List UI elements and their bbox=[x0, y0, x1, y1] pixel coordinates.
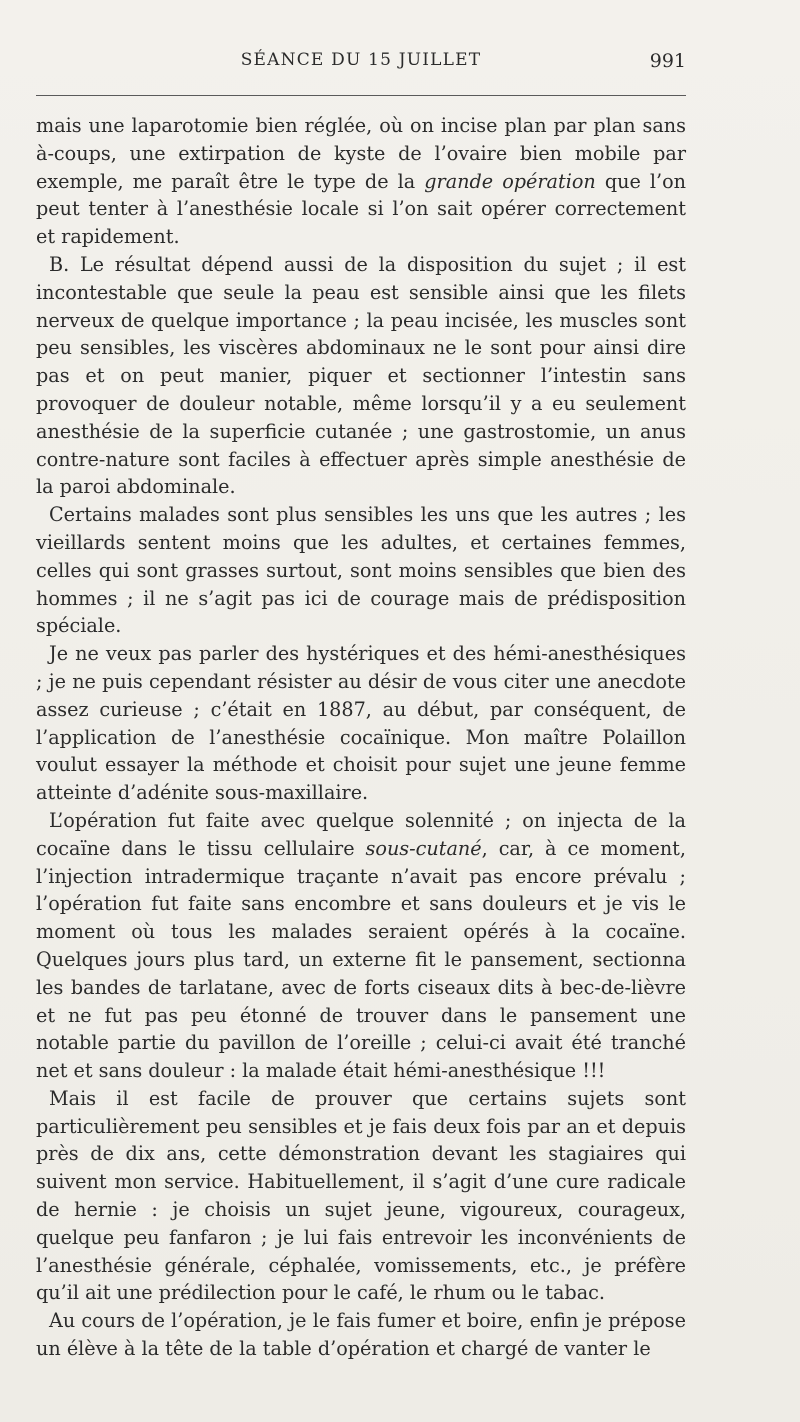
emphasis-grande-operation: grande opération bbox=[424, 169, 596, 193]
paragraph-3: Certains malades sont plus sensibles les uns que les autres ; les vieillards sentent moins que les adultes, et certaines femmes, celles qui sont grasses surtout, sont moins sensibles que bien des hommes ; il ne s’agit pas ici de courage mais de prédisposition spéciale. bbox=[36, 503, 686, 638]
header-rule bbox=[36, 95, 686, 96]
emphasis-sous-cutane: sous-cutané bbox=[365, 836, 482, 860]
page-number: 991 bbox=[649, 50, 686, 72]
paragraph-2: B. Le résultat dépend aussi de la disposition du sujet ; il est incontestable que seule la peau est sensible ainsi que les filets nerveux de quelque importance ; la peau incisée, les muscles sont peu sensibles, les viscères abdominaux ne le sont pour ainsi dire pas et on peut manier, piquer et sectionner l’intestin sans provoquer de douleur notable, même lorsqu’il y a eu seulement anesthésie de la superficie cutanée ; une gastrostomie, un anus contre-nature sont faciles à effectuer après simple anesthésie de la paroi abdominale. bbox=[36, 252, 686, 499]
paragraph-5: L’opération fut faite avec quelque solennité ; on injecta de la cocaïne dans le tissu cellulaire sous-cutané, car, à ce moment, l’injection intradermique traçante n’avait pas encore prévalu ; l’opération fut faite sans encombre et sans douleurs et je vis le moment où tous les malades seraient opérés à la cocaïne. Quelques jours plus tard, un externe fit le pansement, sectionna les bandes de tarlatane, avec de forts ciseaux dits à bec-de-lièvre et ne fut pas peu étonné de trouver dans le pansement une notable partie du pavillon de l’oreille ; celui-ci avait été tranché net et sans douleur : la malade était hémi-anesthésique !!! bbox=[36, 808, 686, 1083]
paragraph-1: mais une laparotomie bien réglée, où on incise plan par plan sans à-coups, une extirpation de kyste de l’ovaire bien mobile par exemple, me paraît être le type de la grande opération que l’on peut tenter à l’anesthésie locale si l’on sait opérer correctement et rapidement. bbox=[36, 114, 687, 249]
running-title: SÉANCE DU 15 JUILLET bbox=[240, 50, 482, 70]
paragraph-4: Je ne veux pas parler des hystériques et des hémi-anesthésiques ; je ne puis cependant résister au désir de vous citer une anecdote assez curieuse ; c’était en 1887, au début, par conséquent, de l’application de l’anesthésie cocaïnique. Mon maître Polaillon voulut essayer la méthode et choisit pour sujet une jeune femme atteinte d’adénite sous-maxillaire. bbox=[36, 642, 686, 805]
page-header bbox=[36, 50, 686, 80]
body-text bbox=[36, 112, 686, 1363]
paragraph-7: Au cours de l’opération, je le fais fumer et boire, enfin je prépose un élève à la tête de la table d’opération et chargé de vanter le bbox=[36, 1309, 686, 1361]
paragraph-6: Mais il est facile de prouver que certains sujets sont particulièrement peu sensibles et je fais deux fois par an et depuis près de dix ans, cette démonstration devant les stagiaires qui suivent mon service. Habituellement, il s’agit d’une cure radicale de hernie : je choisis un sujet jeune, vigoureux, courageux, quelque peu fanfaron ; je lui fais entrevoir les inconvénients de l’anesthésie générale, céphalée, vomissements, etc., je préfère qu’il ait une prédilection pour le café, le rhum ou le tabac. bbox=[36, 1086, 686, 1305]
